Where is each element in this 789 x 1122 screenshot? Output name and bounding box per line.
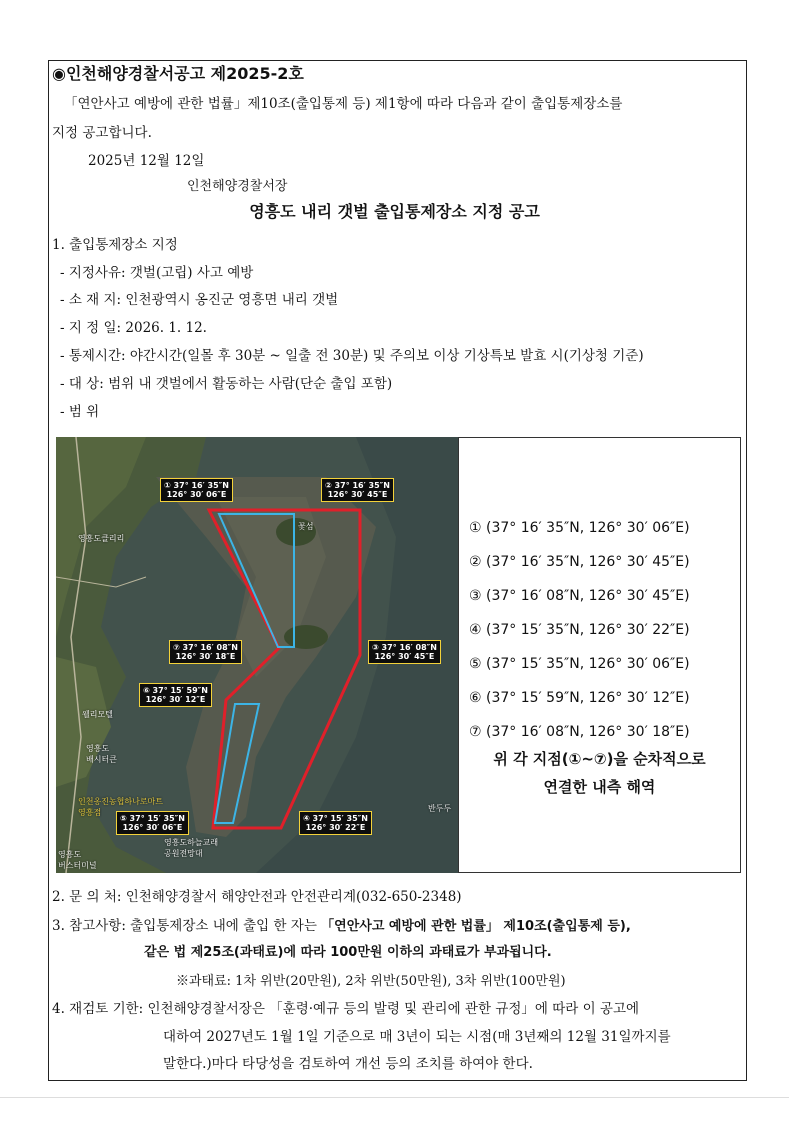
- map-label-6: ⑥ 37° 15′ 59″N 126° 30′ 12″E: [139, 683, 212, 707]
- coordinate-6: ⑥ (37° 15′ 59″N, 126° 30′ 12″E): [469, 690, 690, 706]
- section3-fine: ※과태료: 1차 위반(20만원), 2차 위반(50만원), 3차 위반(100만원): [176, 974, 566, 989]
- map-label-4: ④ 37° 15′ 35″N 126° 30′ 22″E: [299, 811, 372, 835]
- coordinate-2: ② (37° 16′ 35″N, 126° 30′ 45″E): [469, 554, 690, 570]
- place-label: 영흥도클리리: [78, 534, 125, 543]
- section3-law: 「연안사고 예방에 관한 법률」 제10조(출입통제 등),: [321, 919, 631, 934]
- section1-reason: - 지정사유: 갯벌(고립) 사고 예방: [60, 265, 254, 281]
- section3-prefix: 3. 참고사항: 출입통제장소 내에 출입 한 자는: [52, 918, 322, 934]
- place-label: 꽃섬: [298, 522, 314, 531]
- section1-location: - 소 재 지: 인천광역시 옹진군 영흥면 내리 갯벌: [60, 292, 339, 308]
- section1-heading: 1. 출입통제장소 지정: [52, 237, 178, 253]
- notice-title: 영흥도 내리 갯벌 출입통제장소 지정 공고: [249, 202, 540, 221]
- place-label: 인천옹진농협하나로마트 영흥점: [78, 797, 164, 817]
- coordinates-note-2: 연결한 내측 해역: [543, 778, 656, 796]
- coordinate-1: ① (37° 16′ 35″N, 126° 30′ 06″E): [469, 520, 690, 536]
- intro-line-1: 「연안사고 예방에 관한 법률」제10조(출입통제 등) 제1항에 따라 다음과 같이 출입통제장소를: [64, 96, 623, 112]
- section2-contact: 2. 문 의 처: 인천해양경찰서 해양안전과 안전관리계(032-650-2348): [52, 889, 462, 905]
- notice-issuer: 인천해양경찰서장: [187, 179, 288, 194]
- coordinate-5: ⑤ (37° 15′ 35″N, 126° 30′ 06″E): [469, 656, 690, 672]
- place-label: 반두두: [428, 804, 452, 813]
- intro-line-2: 지정 공고합니다.: [52, 125, 152, 141]
- place-label: 웰리모텔: [82, 710, 113, 719]
- map-label-3: ③ 37° 16′ 08″N 126° 30′ 45″E: [368, 640, 441, 664]
- notice-date: 2025년 12월 12일: [88, 153, 205, 169]
- page-divider: [0, 1097, 789, 1098]
- section1-range: - 범 위: [60, 404, 100, 420]
- place-label: 영흥도 배시터큰: [86, 744, 117, 764]
- map-label-1: ① 37° 16′ 35″N 126° 30′ 06″E: [160, 478, 233, 502]
- coordinates-box: [458, 437, 741, 873]
- notice-header: ◉인천해양경찰서공고 제2025-2호: [52, 64, 304, 83]
- section1-target: - 대 상: 범위 내 갯벌에서 활동하는 사람(단순 출입 포함): [60, 376, 393, 392]
- section4-line3: 말한다.)마다 타당성을 검토하여 개선 등의 조치를 하여야 한다.: [163, 1056, 533, 1072]
- map-label-5: ⑤ 37° 15′ 35″N 126° 30′ 06″E: [116, 811, 189, 835]
- coordinates-note-1: 위 각 지점(①~⑦)을 순차적으로: [493, 750, 706, 768]
- section1-date: - 지 정 일: 2026. 1. 12.: [60, 320, 207, 336]
- coordinate-7: ⑦ (37° 16′ 08″N, 126° 30′ 18″E): [469, 724, 690, 740]
- place-label: 영흥도하늘교래 공원전망대: [164, 838, 219, 858]
- section1-time: - 통제시간: 야간시간(일몰 후 30분 ~ 일출 전 30분) 및 주의보 이상 기상특보 발효 시(기상청 기준): [60, 348, 644, 364]
- coordinate-4: ④ (37° 15′ 35″N, 126° 30′ 22″E): [469, 622, 690, 638]
- place-label: 영흥도 버스터미널: [58, 850, 97, 870]
- section3-penalty: 같은 법 제25조(과태료)에 따라 100만원 이하의 과태료가 부과됩니다.: [144, 945, 552, 960]
- satellite-map: [56, 437, 458, 873]
- section3-line1: [52, 920, 631, 934]
- map-label-7: ⑦ 37° 16′ 08″N 126° 30′ 18″E: [169, 640, 242, 664]
- section4-line2: 대하여 2027년도 1월 1일 기준으로 매 3년이 되는 시점(매 3년째의 12월 31일까지를: [163, 1029, 671, 1045]
- section4-line1: 4. 재검토 기한: 인천해양경찰서장은 「훈령·예규 등의 발령 및 관리에 관한 규정」에 따라 이 공고에: [52, 1001, 640, 1017]
- map-label-2: ② 37° 16′ 35″N 126° 30′ 45″E: [321, 478, 394, 502]
- coordinate-3: ③ (37° 16′ 08″N, 126° 30′ 45″E): [469, 588, 690, 604]
